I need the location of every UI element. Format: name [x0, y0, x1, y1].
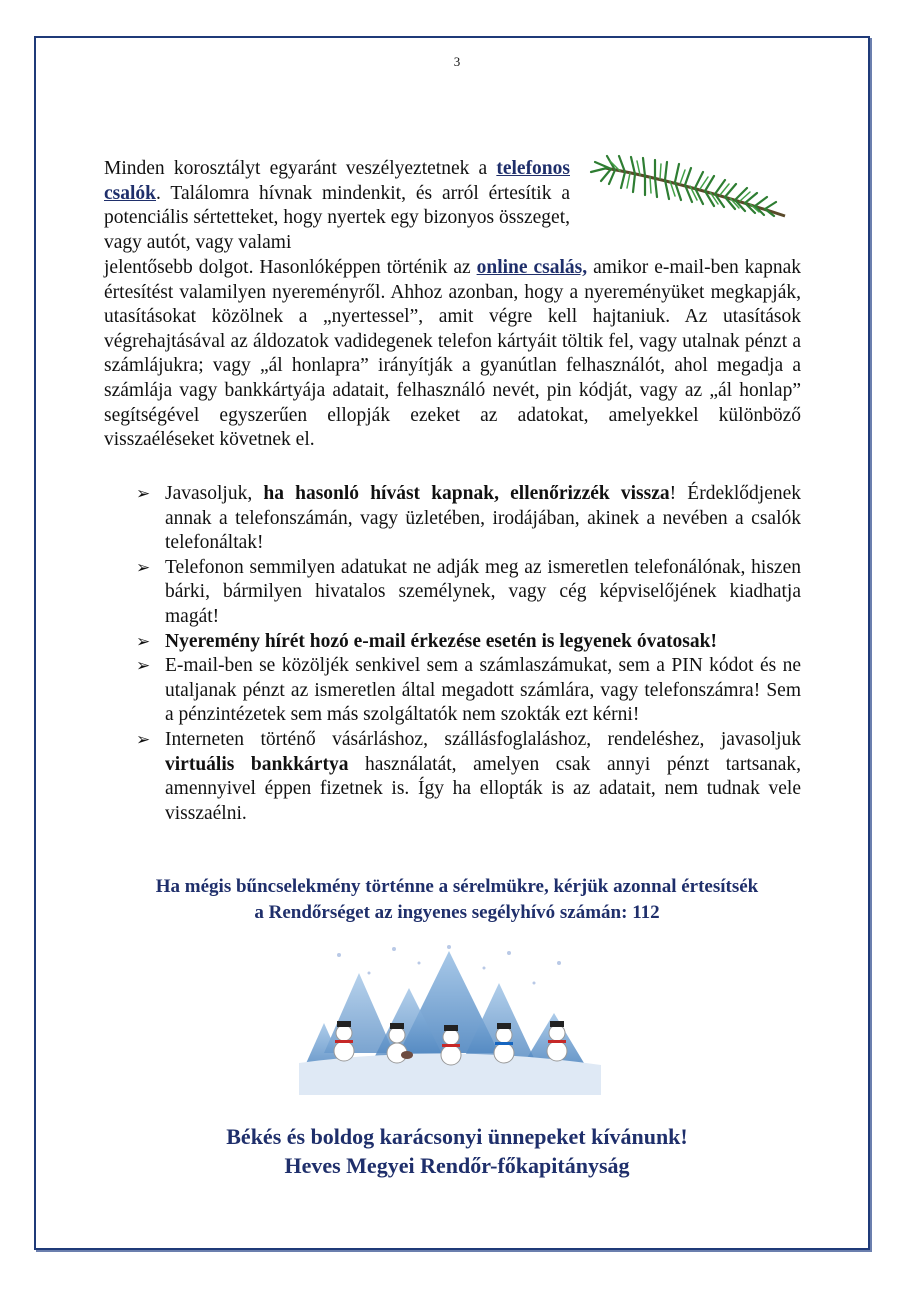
- intro-paragraph: [104, 157, 570, 255]
- main-text-before: jelentősebb dolgot. Hasonlóképpen történik az: [104, 257, 477, 278]
- phone-scam-link[interactable]: telefonos csalók: [104, 158, 570, 204]
- online-scam-link[interactable]: online csalás,: [476, 257, 588, 278]
- advice-5-bold: virtuális bankkártya: [165, 753, 349, 775]
- christmas-snowmen-image: [299, 943, 601, 1095]
- page-number: 3: [453, 54, 461, 69]
- fir-branch-image: [585, 118, 801, 240]
- holiday-greeting: [60, 1122, 854, 1180]
- notice-line-2: a Rendőrséget az ingyenes segélyhívó számán: 112: [254, 901, 660, 923]
- list-item: [134, 654, 801, 728]
- advice-3: Nyeremény hírét hozó e-mail érkezése esetén is legyenek óvatosak!: [165, 630, 717, 652]
- advice-1-bold: ha hasonló hívást kapnak, ellenőrizzék vissza: [263, 483, 670, 504]
- intro-text-after: . Találomra hívnak mindenkit, és arról értesítik a potenciális sértetteket, hogy nyertek egy bizonyos összeget, vagy autót, vagy valami: [104, 182, 570, 253]
- advice-1-post: ! Érdeklődjenek annak a telefonszámán, vagy üzletében, irodájában, akinek a nevében a csalók telefonáltak!: [165, 483, 802, 554]
- advice-5-pre: Interneten történő vásárláshoz, szállásfoglaláshoz, rendeléshez, javasoljuk: [165, 728, 801, 750]
- intro-text-before: Minden korosztályt egyaránt veszélyeztetnek a: [104, 158, 497, 179]
- arrow-bullet-icon: ➢: [136, 631, 151, 651]
- main-paragraph: [104, 256, 801, 453]
- list-item: [134, 630, 801, 655]
- emergency-notice: [60, 874, 854, 925]
- main-text-after: amikor e-mail-ben kapnak értesítést valamilyen nyereményről. Ahhoz azonban, hogy a nyereményüket megkapják, utasításokat közölnek a „nyertessel”, amit végre kell hajtaniuk. Az utasítások végrehajtásával az áldozatok vadidegenek telefon kártyáit töltik fel, vagy utalnak pénzt a számlájukra; vagy „ál honlapra” irányítják a gyanútlan felhasználót, ahol megadja a számlája vagy bankkártyája adatait, felhasználó nevét, pin kódját, vagy az „ál honlap” segítségével egyszerűen ellopják ezeket az adatokat, amelyekkel különböző visszaéléseket követnek el.: [104, 257, 801, 451]
- notice-line-1: Ha mégis bűncselekmény történne a sérelmükre, kérjük azonnal értesítsék: [155, 876, 759, 897]
- advice-5-post: használatát, amelyen csak annyi pénzt tartsanak, amennyivel éppen fizetnek is. Így ha ellopták is az adatait, nem tudnak vele visszaélni.: [165, 753, 802, 824]
- greeting-line-2: Heves Megyei Rendőr-főkapitányság: [284, 1153, 630, 1178]
- greeting-line-1: Békés és boldog karácsonyi ünnepeket kívánunk!: [226, 1124, 688, 1149]
- arrow-bullet-icon: ➢: [136, 484, 151, 503]
- advice-2: Telefonon semmilyen adatukat ne adják meg az ismeretlen telefonálónak, hiszen bárki, bármilyen hivatalos személynek, vagy cég képviselőjének kiadhatja magát!: [165, 556, 801, 627]
- advice-1-pre: Javasoljuk,: [165, 483, 264, 504]
- list-item: [134, 728, 801, 826]
- arrow-bullet-icon: ➢: [136, 656, 151, 676]
- list-item: [134, 482, 801, 556]
- arrow-bullet-icon: ➢: [136, 729, 151, 749]
- advice-4: E-mail-ben se közöljék senkivel sem a számlaszámukat, sem a PIN kódot és ne utaljanak pénzt az ismeretlen által megadott számlára, vagy telefonszámra! Sem a pénzintézetek sem más szolgáltatók nem szokták ezt kérni!: [165, 655, 801, 726]
- advice-list: [134, 482, 801, 826]
- arrow-bullet-icon: ➢: [136, 557, 151, 577]
- list-item: [134, 556, 801, 630]
